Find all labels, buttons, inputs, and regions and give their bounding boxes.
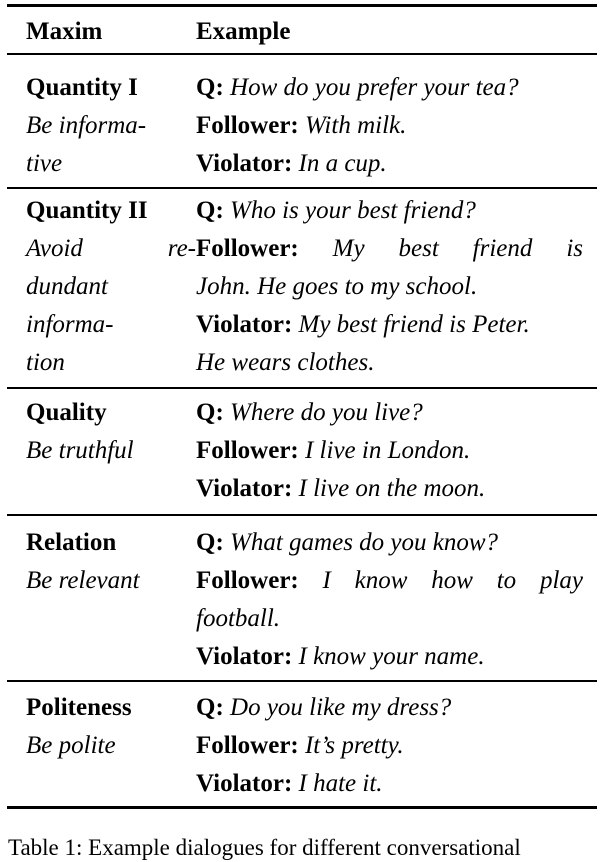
- utterance: My best friend is Peter.: [298, 311, 530, 338]
- utterance: Who is your best friend?: [230, 197, 476, 224]
- maxim-description-line: Be polite: [26, 732, 116, 759]
- table-row-quantity-2: [7, 189, 597, 387]
- speaker-label: Violator:: [196, 150, 293, 177]
- maxim-description-line: tive: [26, 150, 63, 177]
- speaker-label: Follower:: [196, 112, 299, 139]
- example-line: [196, 562, 583, 600]
- maxim-description-line: dundant: [26, 273, 108, 300]
- example-line: [196, 344, 583, 382]
- utterance: He wears clothes.: [196, 349, 375, 376]
- example-line: [196, 145, 583, 183]
- maxim-cell: [26, 394, 196, 508]
- example-line: [196, 230, 583, 268]
- speaker-label: Q:: [196, 694, 224, 721]
- example-line: [196, 765, 583, 803]
- maxim-description-line: informa-: [26, 311, 114, 338]
- example-cell: [196, 69, 597, 183]
- maxim-name: Politeness: [26, 694, 132, 721]
- example-line: [196, 192, 583, 230]
- speaker-label: Violator:: [196, 475, 293, 502]
- example-line: [196, 600, 583, 638]
- maxim-description-line: Be informa-: [26, 112, 147, 139]
- maxim-cell: [26, 689, 196, 803]
- utterance: John. He goes to my school.: [196, 273, 478, 300]
- utterance: I live on the moon.: [298, 475, 486, 502]
- table-row-relation: [7, 516, 597, 680]
- maxim-description-line: Avoid re-: [26, 235, 196, 262]
- table-bottom-rule: [7, 806, 597, 809]
- example-line: [196, 727, 583, 765]
- speaker-label: Q:: [196, 197, 224, 224]
- speaker-label: Q:: [196, 529, 224, 556]
- example-line: [196, 394, 583, 432]
- speaker-label: Violator:: [196, 770, 293, 797]
- utterance: I know how to play: [322, 567, 584, 594]
- table-caption-clipped: Table 1: Example dialogues for different conversational: [8, 835, 521, 860]
- utterance: How do you prefer your tea?: [230, 74, 519, 101]
- speaker-label: Follower:: [196, 567, 299, 594]
- speaker-label: Q:: [196, 74, 224, 101]
- utterance: I know your name.: [298, 643, 485, 670]
- table-row-quality: [7, 389, 597, 514]
- example-cell: [196, 524, 597, 676]
- maxim-cell: [26, 69, 196, 183]
- utterance: I hate it.: [298, 770, 383, 797]
- example-line: [196, 69, 583, 107]
- table-header-example: Example: [196, 18, 291, 45]
- maxim-name: Quantity II: [26, 197, 148, 224]
- utterance: football.: [196, 605, 281, 632]
- maxim-cell: [26, 524, 196, 676]
- utterance: What games do you know?: [230, 529, 499, 556]
- speaker-label: Follower:: [196, 732, 299, 759]
- utterance: In a cup.: [298, 150, 387, 177]
- example-line: [196, 524, 583, 562]
- utterance: It’s pretty.: [304, 732, 404, 759]
- maxim-name: Quantity I: [26, 74, 138, 101]
- example-line: [196, 107, 583, 145]
- maxim-description-line: Be truthful: [26, 437, 134, 464]
- utterance: With milk.: [304, 112, 407, 139]
- table-row-quantity-1: [7, 55, 597, 187]
- utterance: I live in London.: [304, 437, 471, 464]
- maxim-name: Relation: [26, 529, 117, 556]
- maxim-description-line: tion: [26, 349, 65, 376]
- utterance: Where do you live?: [230, 399, 423, 426]
- maxim-description-line: Be relevant: [26, 567, 140, 594]
- table-header-maxim: Maxim: [26, 18, 103, 45]
- example-cell: [196, 394, 597, 508]
- example-line: [196, 432, 583, 470]
- utterance: Do you like my dress?: [230, 694, 452, 721]
- example-line: [196, 470, 583, 508]
- speaker-label: Follower:: [196, 235, 299, 262]
- speaker-label: Follower:: [196, 437, 299, 464]
- table-header-row: [7, 7, 597, 53]
- example-cell: [196, 689, 597, 803]
- maxim-cell: [26, 192, 196, 382]
- example-line: [196, 689, 583, 727]
- maxim-name: Quality: [26, 399, 107, 426]
- example-cell: [196, 192, 597, 382]
- speaker-label: Q:: [196, 399, 224, 426]
- example-line: [196, 268, 583, 306]
- speaker-label: Violator:: [196, 643, 293, 670]
- speaker-label: Violator:: [196, 311, 293, 338]
- table-row-politeness: [7, 682, 597, 806]
- example-line: [196, 306, 583, 344]
- utterance: My best friend is: [332, 235, 583, 262]
- maxims-table: [7, 4, 597, 809]
- example-line: [196, 638, 583, 676]
